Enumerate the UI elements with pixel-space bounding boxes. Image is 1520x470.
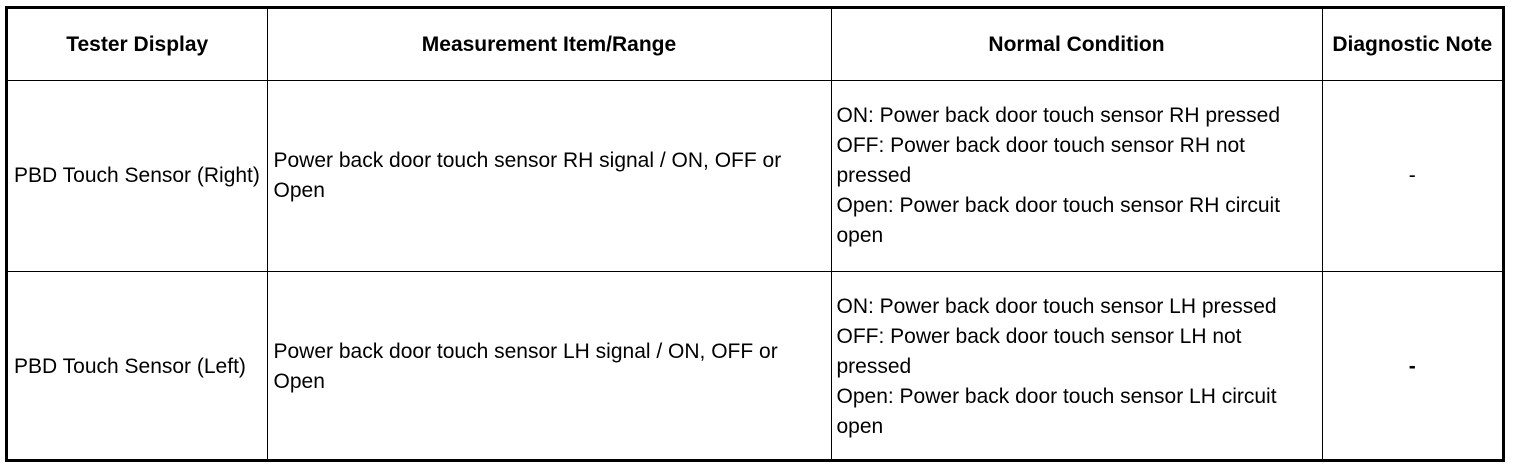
header-tester-display: Tester Display (8, 9, 267, 80)
measurement-cell: Power back door touch sensor LH signal / ON, OFF or Open (267, 271, 831, 462)
table-row (8, 80, 1502, 271)
header-normal-condition: Normal Condition (831, 9, 1322, 80)
diagnostic-note-cell: - (1322, 271, 1502, 462)
tester-display-cell: PBD Touch Sensor (Right) (8, 80, 267, 271)
condition-on: ON: Power back door touch sensor RH pressed (836, 103, 1281, 127)
condition-open: Open: Power back door touch sensor LH circuit open (836, 384, 1277, 438)
normal-condition-cell (831, 80, 1322, 271)
tester-display-cell: PBD Touch Sensor (Left) (8, 271, 267, 462)
condition-off: OFF: Power back door touch sensor LH not pressed (836, 324, 1242, 378)
normal-condition-cell (831, 271, 1322, 462)
condition-off: OFF: Power back door touch sensor RH not pressed (836, 133, 1246, 187)
data-list-table (8, 9, 1502, 462)
diagnostic-note-cell: - (1322, 80, 1502, 271)
condition-on: ON: Power back door touch sensor LH pressed (836, 294, 1277, 318)
table-header-row (8, 9, 1502, 80)
condition-open: Open: Power back door touch sensor RH circuit open (836, 193, 1281, 247)
header-measurement-item-range: Measurement Item/Range (267, 9, 831, 80)
header-diagnostic-note: Diagnostic Note (1322, 9, 1502, 80)
measurement-cell: Power back door touch sensor RH signal / ON, OFF or Open (267, 80, 831, 271)
data-list-table-frame (5, 6, 1505, 462)
table-row (8, 271, 1502, 462)
